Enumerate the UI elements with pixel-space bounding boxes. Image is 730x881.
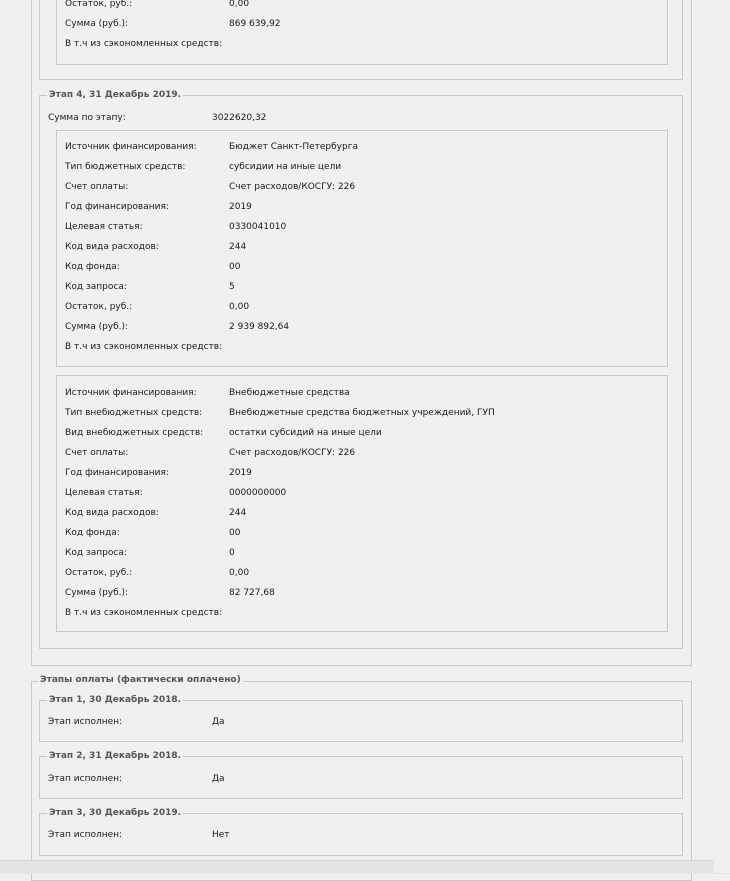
field-label: Сумма (руб.): [65,19,129,29]
field-value: Бюджет Санкт-Петербурга [229,142,358,152]
field-value: Внебюджетные средства бюджетных учреждений, ГУП [229,408,495,418]
field-label: В т.ч из сэкономленных средств: [65,39,223,49]
field-value: 0,00 [229,0,250,9]
field-label: Тип бюджетных средств: [65,162,186,172]
field-label: Год финансирования: [65,468,169,478]
stage4-sum-value: 3022620,32 [212,113,267,123]
field-value: Счет расходов/КОСГУ: 226 [229,448,356,458]
field-value: остатки субсидий на иные цели [229,428,382,438]
field-value: 5 [229,282,235,292]
field-value: 2 939 892,64 [229,322,290,332]
field-value: 00 [229,528,241,538]
field-value: 0 [229,548,235,558]
horizontal-scrollbar[interactable] [0,860,730,874]
field-label: Код запроса: [65,282,127,292]
paid-stage3-value: Нет [212,830,230,840]
field-value: 2019 [229,468,252,478]
field-value: 0,00 [229,568,250,578]
field-value: 244 [229,508,247,518]
field-label: Источник финансирования: [65,142,197,152]
field-label: Остаток, руб.: [65,0,133,9]
field-label: Источник финансирования: [65,388,197,398]
field-label: В т.ч из сэкономленных средств: [65,342,223,352]
paid-stage2-value: Да [212,774,225,784]
field-label: Сумма (руб.): [65,588,129,598]
field-label: Код фонда: [65,528,120,538]
field-value: 0,00 [229,302,250,312]
paid-stage1-label: Этап исполнен: [48,717,123,727]
paid-stage3-label: Этап исполнен: [48,830,123,840]
stage4-sum-label: Сумма по этапу: [48,113,126,123]
field-label: Тип внебюджетных средств: [65,408,203,418]
field-value: субсидии на иные цели [229,162,342,172]
field-value: Внебюджетные средства [229,388,350,398]
field-value: 2019 [229,202,252,212]
paid-stage1-fieldset [39,700,683,742]
field-value: Счет расходов/КОСГУ: 226 [229,182,356,192]
field-value: 244 [229,242,247,252]
field-label: Вид внебюджетных средств: [65,428,204,438]
scrollbar-corner [714,858,730,873]
stage3-funding-block [56,0,668,65]
field-value: 0000000000 [229,488,287,498]
paid-stage3-fieldset [39,813,683,856]
vertical-scroll-area[interactable] [714,0,730,858]
field-label: Сумма (руб.): [65,322,129,332]
field-label: Код вида расходов: [65,508,159,518]
field-label: Счет оплаты: [65,448,129,458]
field-value: 869 639,92 [229,19,281,29]
paid-stages-legend: Этапы оплаты (фактически оплачено) [40,675,241,685]
paid-stage1-value: Да [212,717,225,727]
paid-stage1-legend: Этап 1, 30 Декабрь 2018. [49,695,182,705]
paid-stage2-fieldset [39,756,683,799]
field-label: Код вида расходов: [65,242,159,252]
field-value: 82 727,68 [229,588,275,598]
paid-stage2-legend: Этап 2, 31 Декабрь 2018. [49,751,182,761]
field-label: Остаток, руб.: [65,302,133,312]
field-label: Код фонда: [65,262,120,272]
paid-stage2-label: Этап исполнен: [48,774,123,784]
field-label: Счет оплаты: [65,182,129,192]
field-value: 0330041010 [229,222,287,232]
stage4-legend: Этап 4, 31 Декабрь 2019. [49,90,182,100]
field-label: Целевая статья: [65,222,143,232]
field-label: Целевая статья: [65,488,143,498]
field-value: 00 [229,262,241,272]
field-label: Остаток, руб.: [65,568,133,578]
field-label: В т.ч из сэкономленных средств: [65,608,223,618]
field-label: Год финансирования: [65,202,169,212]
field-label: Код запроса: [65,548,127,558]
paid-stage3-legend: Этап 3, 30 Декабрь 2019. [49,808,182,818]
